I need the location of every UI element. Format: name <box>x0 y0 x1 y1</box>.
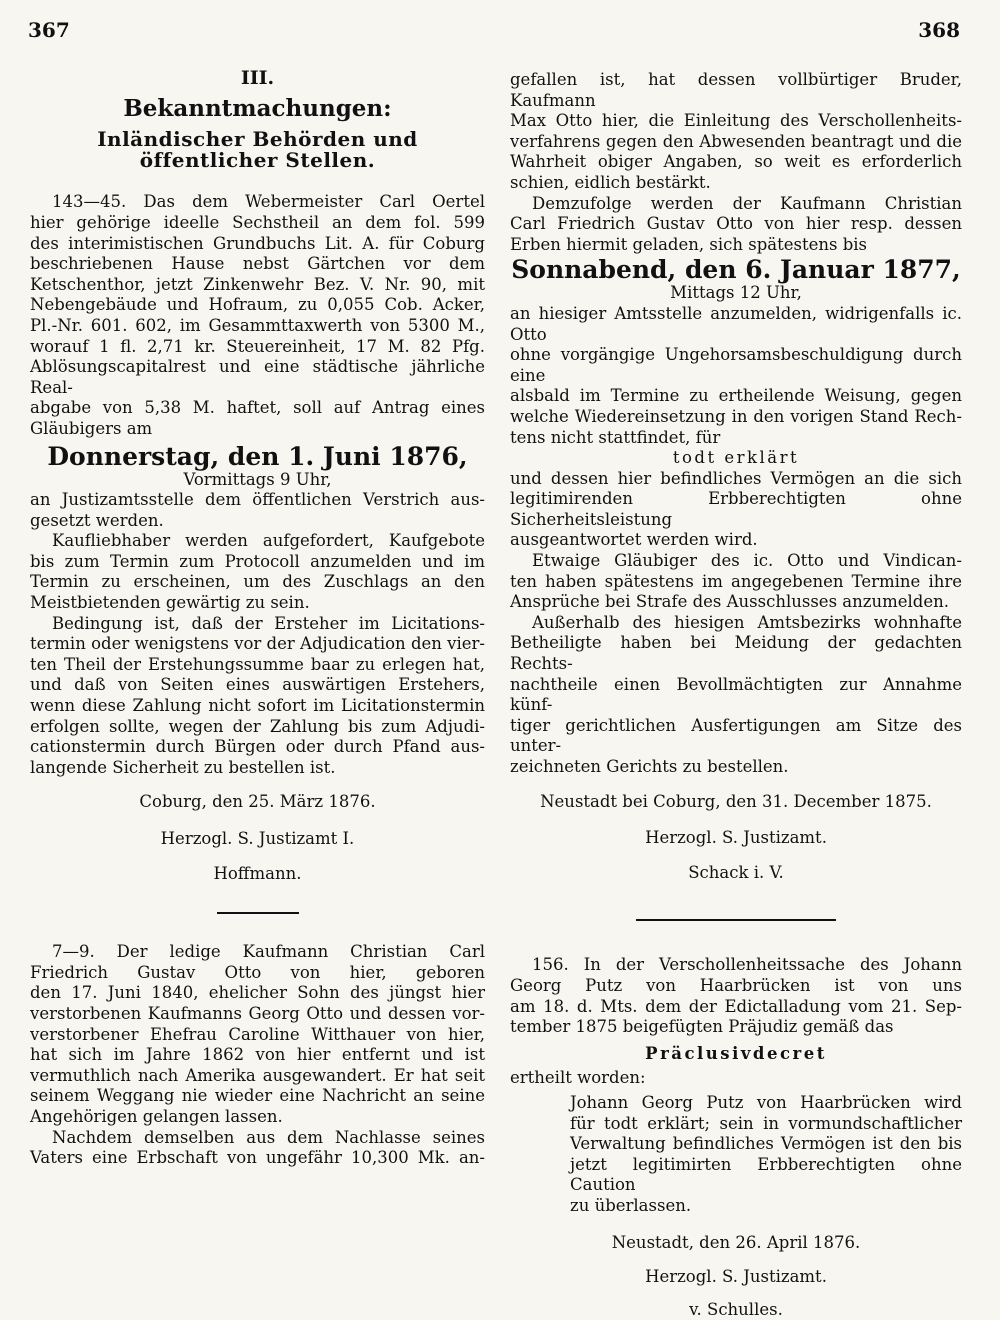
text-line: am 18. d. Mts. dem der Edictalladung vom 21. Sep- <box>510 996 962 1016</box>
section-heading: Bekanntmachungen: <box>123 94 392 122</box>
text-line: Nachdem demselben aus dem Nachlasse seines <box>52 1127 485 1147</box>
text-line: Erben hiermit geladen, sich spätestens bis <box>510 234 867 254</box>
notice-143-text-2 <box>30 490 485 778</box>
text-line: jetzt legitimirten Erbberechtigten ohne Caution <box>570 1154 962 1195</box>
text-line: nachtheile einen Bevollmächtigten zur Annahme künf- <box>510 674 962 715</box>
text-line: vermuthlich nach Amerika ausgewandert. Er hat seit <box>30 1065 485 1085</box>
notice-143 <box>30 192 485 884</box>
text-line: alsbald im Termine zu ertheilende Weisung, gegen <box>510 386 962 406</box>
text-line: wenn diese Zahlung nicht sofort im Licitationstermin <box>30 696 485 716</box>
text-line: Kaufliebhaber werden aufgefordert, Kaufgebote <box>52 531 485 551</box>
text-line: Meistbietenden gewärtig zu sein. <box>30 593 310 613</box>
text-line: termin oder wenigstens vor der Adjudication den vier- <box>30 634 485 654</box>
text-line: 7—9. Der ledige Kaufmann Christian Carl <box>52 942 485 962</box>
notice-156-given: ertheilt worden: <box>510 1068 646 1088</box>
section-subheading: Inländischer Behörden und öffentlicher Stellen. <box>97 127 418 172</box>
text-line: Etwaige Gläubiger des ic. Otto und Vindican- <box>532 551 962 571</box>
notice-7-signature: Schack i. V. <box>688 862 784 882</box>
text-line: legitimirenden Erbberechtigten ohne Sicherheitsleistung <box>510 489 962 529</box>
text-line: tens nicht stattfindet, für <box>510 427 721 447</box>
text-line: Nebengebäude und Hofraum, zu 0,055 Cob. Acker, <box>30 295 485 315</box>
notice-143-text <box>30 192 485 439</box>
text-line: Ketschenthor, jetzt Zinkenwehr Bez. V. Nr. 90, mit <box>30 274 485 294</box>
notice-7-continued <box>510 70 962 883</box>
text-line: tiger gerichtlichen Ausfertigungen am Sitze des unter- <box>510 715 962 756</box>
text-line: Georg Putz von Haarbrücken ist von uns <box>510 975 962 995</box>
text-line: seinem Weggang nie wieder eine Nachricht an seine <box>30 1086 485 1106</box>
text-line: Carl Friedrich Gustav Otto von hier resp. dessen <box>510 214 962 234</box>
text-line: ten haben spätestens im angegebenen Termine ihre <box>510 571 962 591</box>
text-line: erfolgen sollte, wegen der Zahlung bis zum Adjudi- <box>30 716 485 736</box>
notice-7-authority: Herzogl. S. Justizamt. <box>645 828 827 848</box>
notice-143-date: Donnerstag, den 1. Juni 1876, <box>47 441 468 471</box>
text-line: verfahrens gegen den Abwesenden beantragt und die <box>510 131 962 151</box>
text-line: Vaters eine Erbschaft von ungefähr 10,300 Mk. an- <box>30 1148 485 1168</box>
text-line: Außerhalb des hiesigen Amtsbezirks wohnhafte <box>532 612 962 632</box>
text-line: zu überlassen. <box>570 1195 692 1215</box>
notice-156-decree <box>570 1093 962 1217</box>
text-line: schien, eidlich bestärkt. <box>510 172 711 192</box>
text-line: beschriebenen Hause nebst Gärtchen vor dem <box>30 254 485 274</box>
text-line: Friedrich Gustav Otto von hier, geboren <box>30 962 485 982</box>
text-line: hat sich im Jahre 1862 von hier entfernt und ist <box>30 1045 485 1065</box>
notice-143-signature: Hoffmann. <box>213 863 302 883</box>
text-line: Betheiligte haben bei Meidung der gedachten Rechts- <box>510 633 962 674</box>
notice-7 <box>30 942 485 1169</box>
notice-156-title: Präclusivdecret <box>645 1043 827 1063</box>
text-line: und daß von Seiten eines auswärtigen Erstehers, <box>30 675 485 695</box>
text-line: verstorbenen Kaufmanns Georg Otto und dessen vor- <box>30 1003 485 1023</box>
text-line: Demzufolge werden der Kaufmann Christian <box>532 193 962 213</box>
text-line: verstorbener Ehefrau Caroline Witthauer von hier, <box>30 1024 485 1044</box>
divider <box>217 912 299 914</box>
section-number: III. <box>240 67 275 89</box>
text-line: gefallen ist, hat dessen vollbürtiger Bruder, Kaufmann <box>510 70 962 110</box>
text-line: zeichneten Gerichts zu bestellen. <box>510 757 789 776</box>
notice-7-cont-text-3 <box>510 469 962 778</box>
text-line: langende Sicherheit zu bestellen ist. <box>30 757 336 777</box>
notice-7-text <box>30 942 485 1169</box>
text-line: 143—45. Das dem Webermeister Carl Oertel <box>52 192 485 212</box>
notice-156 <box>510 955 962 1320</box>
notice-143-time: Vormittags 9 Uhr, <box>183 469 332 489</box>
text-line: cationstermin durch Bürgen oder durch Pfand aus- <box>30 737 485 757</box>
left-column <box>30 0 485 1169</box>
text-line: worauf 1 fl. 2,71 kr. Steuereinheit, 17 M. 82 Pfg. <box>30 336 485 356</box>
notice-156-authority: Herzogl. S. Justizamt. <box>645 1267 827 1287</box>
text-line: für todt erklärt; sein in vormundschaftlicher <box>570 1113 962 1133</box>
notice-7-cont-text <box>510 70 962 255</box>
text-line: Ansprüche bei Strafe des Ausschlusses anzumelden. <box>510 592 949 612</box>
text-line: Wahrheit obiger Angaben, so weit es erforderlich <box>510 152 962 172</box>
text-line: bis zum Termin zum Protocoll anzumelden und im <box>30 551 485 571</box>
divider <box>636 919 836 921</box>
text-line: welche Wiedereinsetzung in den vorigen Stand Rech- <box>510 406 962 426</box>
text-line: Pl.-Nr. 601. 602, im Gesammttaxwerth von 5300 M., <box>30 315 485 335</box>
text-line: an hiesiger Amtsstelle anzumelden, widrigenfalls ic. Otto <box>510 303 962 344</box>
text-line: Gläubigers am <box>30 418 153 438</box>
notice-7-date: Sonnabend, den 6. Januar 1877, <box>511 255 961 285</box>
text-line: Johann Georg Putz von Haarbrücken wird <box>570 1092 962 1112</box>
notice-143-place-date: Coburg, den 25. März 1876. <box>139 792 376 812</box>
notice-7-declared: todt erklärt <box>672 448 800 468</box>
text-line: Bedingung ist, daß der Ersteher im Licitations- <box>52 613 485 633</box>
text-line: Angehörigen gelangen lassen. <box>30 1106 283 1126</box>
notice-156-place-date: Neustadt, den 26. April 1876. <box>611 1232 861 1252</box>
text-line: ten Theil der Erstehungssumme baar zu erlegen hat, <box>30 654 485 674</box>
text-line: gesetzt werden. <box>30 510 164 530</box>
notice-156-signature: v. Schulles. <box>689 1299 783 1319</box>
notice-156-text <box>510 955 962 1037</box>
text-line: den 17. Juni 1840, ehelicher Sohn des jüngst hier <box>30 983 485 1003</box>
notice-7-time: Mittags 12 Uhr, <box>670 283 802 303</box>
text-line: tember 1875 beigefügten Präjudiz gemäß das <box>510 1017 894 1037</box>
text-line: des interimistischen Grundbuchs Lit. A. für Coburg <box>30 233 485 253</box>
right-column <box>510 0 962 1320</box>
text-line: ohne vorgängige Ungehorsamsbeschuldigung durch eine <box>510 345 962 385</box>
text-line: hier gehörige ideelle Sechstheil an dem fol. 599 <box>30 212 485 232</box>
text-line: Ablösungscapitalrest und eine städtische jährliche Real- <box>30 357 485 397</box>
notice-7-place-date: Neustadt bei Coburg, den 31. December 1875. <box>540 791 932 811</box>
text-line: an Justizamtsstelle dem öffentlichen Verstrich aus- <box>30 490 485 510</box>
text-line: Max Otto hier, die Einleitung des Verschollenheits- <box>510 111 962 131</box>
text-line: und dessen hier befindliches Vermögen an die sich <box>510 468 962 488</box>
text-line: ausgeantwortet werden wird. <box>510 530 758 550</box>
text-line: Termin zu erscheinen, um des Zuschlags an den <box>30 572 485 592</box>
page-number-right: 368 <box>918 18 960 42</box>
text-line: Verwaltung befindliches Vermögen ist den bis <box>570 1134 962 1154</box>
notice-7-cont-text-2 <box>510 304 962 448</box>
text-line: abgabe von 5,38 M. haftet, soll auf Antrag eines <box>30 398 485 418</box>
page-number-left: 367 <box>28 18 70 42</box>
notice-143-authority: Herzogl. S. Justizamt I. <box>160 829 355 848</box>
text-line: 156. In der Verschollenheitssache des Johann <box>532 955 962 975</box>
